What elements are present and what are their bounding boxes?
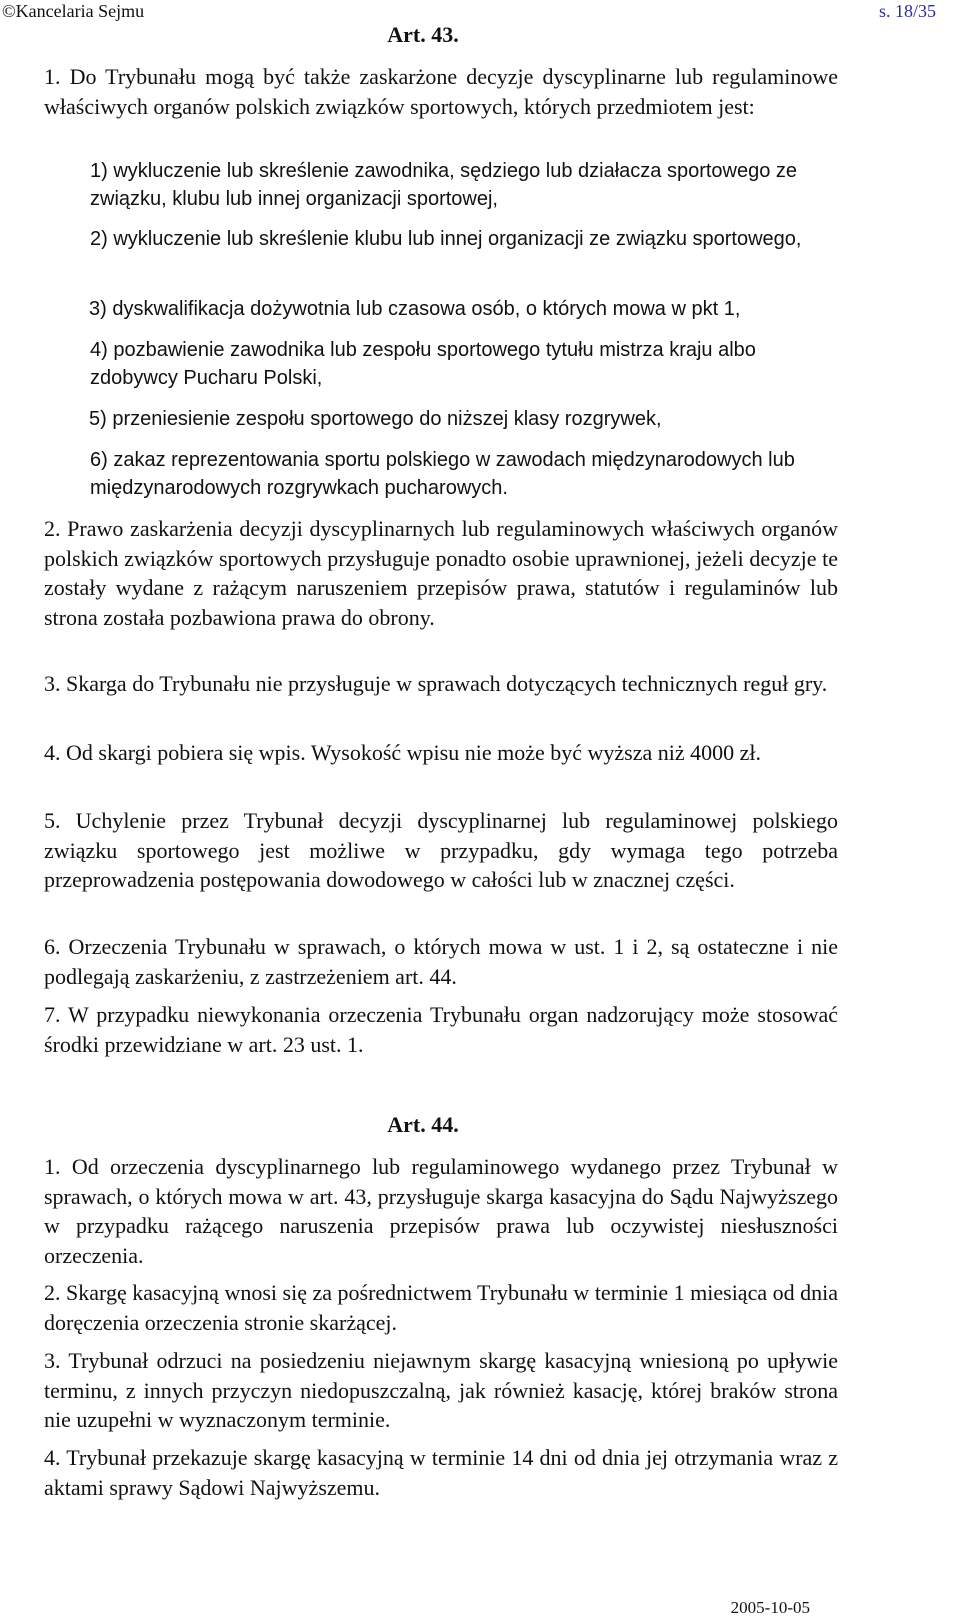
article-43-title: Art. 43. — [387, 22, 459, 47]
art44-paragraph-3: 3. Trybunał odrzuci na posiedzeniu niejawnym skargę kasacyjną wniesioną po upływie terminu, z innych przyczyn niedopuszczalną, jak również kasację, której braków strona nie uzupełni w wyznaczonym terminie. — [44, 1348, 838, 1432]
art43-item-6: 6) zakaz reprezentowania sportu polskiego w zawodach międzynarodowych lub międzynarodowych rozgrywkach pucharowych. — [90, 449, 795, 499]
art44-paragraph-1: 1. Od orzeczenia dyscyplinarnego lub regulaminowego wydanego przez Trybunał w sprawach, o których mowa w art. 43, przysługuje skarga kasacyjna do Sądu Najwyższego w przypadku rażącego naruszenia przepisów prawa lub oczywistej niesłuszności orzeczenia. — [44, 1154, 838, 1268]
art44-paragraph-2: 2. Skargę kasacyjną wnosi się za pośrednictwem Trybunału w terminie 1 miesiąca od dnia doręczenia orzeczenia stronie skarżącej. — [44, 1280, 838, 1335]
art43-paragraph-4: 4. Od skargi pobiera się wpis. Wysokość wpisu nie może być wyższa niż 4000 zł. — [44, 740, 761, 765]
art43-paragraph-6: 6. Orzeczenia Trybunału w sprawach, o których mowa w ust. 1 i 2, są ostateczne i nie podlegają zaskarżeniu, z zastrzeżeniem art. 44. — [44, 934, 838, 989]
art43-paragraph-2: 2. Prawo zaskarżenia decyzji dyscyplinarnych lub regulaminowych właściwych organów polskich związków sportowych przysługuje ponadto osobie uprawnionej, jeżeli decyzje te zostały wydane z rażącym naruszeniem przepisów prawa, statutów i regulaminów lub strona została pozbawiona prawa do obrony. — [44, 516, 838, 630]
art43-item-5: 5) przeniesienie zespołu sportowego do niższej klasy rozgrywek, — [89, 408, 662, 430]
article-44-title: Art. 44. — [387, 1112, 459, 1137]
art43-item-1: 1) wykluczenie lub skreślenie zawodnika, sędziego lub działacza sportowego ze związku, klubu lub innej organizacji sportowej, — [90, 160, 798, 210]
header-copyright: ©Kancelaria Sejmu — [2, 1, 145, 21]
art43-item-4: 4) pozbawienie zawodnika lub zespołu sportowego tytułu mistrza kraju albo zdobywcy Pucharu Polski, — [90, 339, 756, 389]
art44-paragraph-4: 4. Trybunał przekazuje skargę kasacyjną w terminie 14 dni od dnia jej otrzymania wraz z aktami sprawy Sądowi Najwyższemu. — [44, 1445, 838, 1500]
art43-item-3: 3) dyskwalifikacja dożywotnia lub czasowa osób, o których mowa w pkt 1, — [89, 298, 741, 320]
art43-paragraph-5: 5. Uchylenie przez Trybunał decyzji dyscyplinarnej lub regulaminowej polskiego związku sportowego jest możliwe w przypadku, gdy wymaga tego potrzeba przeprowadzenia postępowania dowodowego w całości lub w znacznej części. — [44, 808, 838, 892]
page-number-link[interactable]: s. 18/35 — [878, 1, 936, 21]
footer-date: 2005-10-05 — [730, 1598, 810, 1617]
art43-paragraph-1: 1. Do Trybunału mogą być także zaskarżone decyzje dyscyplinarne lub regulaminowe właściwych organów polskich związków sportowych, których przedmiotem jest: — [44, 64, 838, 119]
art43-paragraph-7: 7. W przypadku niewykonania orzeczenia Trybunału organ nadzorujący może stosować środki przewidziane w art. 23 ust. 1. — [44, 1002, 838, 1057]
art43-paragraph-3: 3. Skarga do Trybunału nie przysługuje w sprawach dotyczących technicznych reguł gry. — [44, 671, 828, 696]
art43-item-2: 2) wykluczenie lub skreślenie klubu lub innej organizacji ze związku sportowego, — [90, 228, 802, 250]
